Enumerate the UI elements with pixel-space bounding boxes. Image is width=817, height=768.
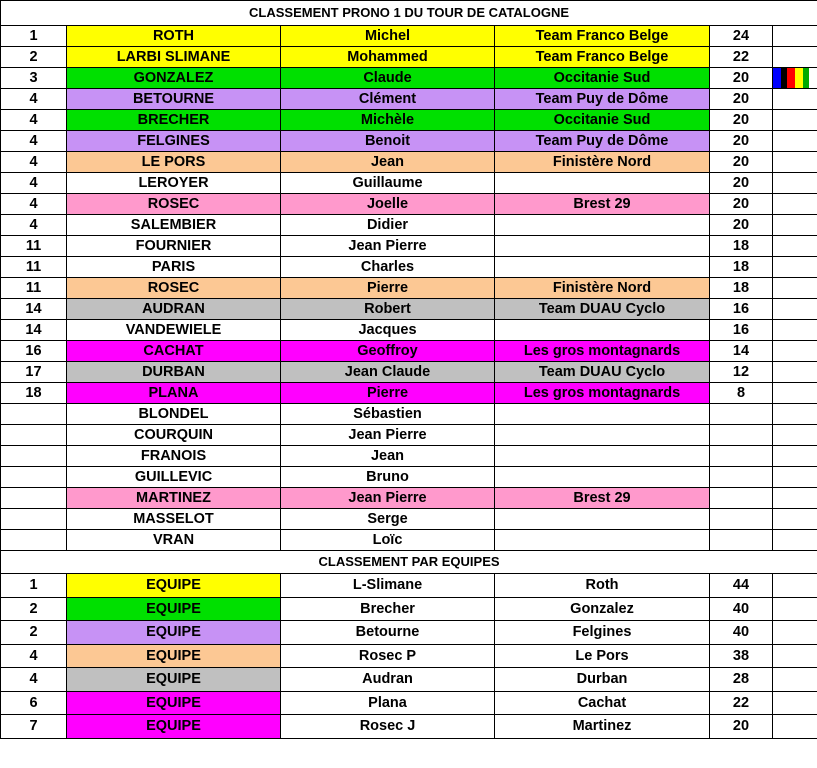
extra-cell[interactable] [773,467,817,488]
team-rank-cell[interactable]: 4 [1,668,67,692]
last-name-cell[interactable]: BETOURNE [67,89,281,110]
last-name-cell[interactable]: VRAN [67,530,281,551]
extra-cell[interactable] [773,425,817,446]
extra-cell[interactable] [773,691,817,715]
extra-cell[interactable] [773,644,817,668]
team-member1-cell[interactable]: Brecher [281,597,495,621]
rank-cell[interactable]: 14 [1,299,67,320]
team-row [1,574,817,598]
extra-cell[interactable] [773,404,817,425]
points-cell[interactable] [710,530,773,551]
last-name-cell[interactable]: COURQUIN [67,425,281,446]
extra-cell[interactable] [773,597,817,621]
last-name-cell[interactable]: LARBI SLIMANE [67,47,281,68]
team-member2-cell[interactable]: Roth [495,574,710,598]
team-points-cell[interactable]: 38 [710,644,773,668]
team-cell[interactable]: Brest 29 [495,488,710,509]
rank-cell[interactable]: 1 [1,26,67,47]
extra-cell[interactable] [773,110,817,131]
team-points-cell[interactable]: 40 [710,597,773,621]
first-name-cell[interactable]: Michèle [281,110,495,131]
last-name-cell[interactable]: PARIS [67,257,281,278]
points-cell[interactable]: 16 [710,320,773,341]
rider-row [1,320,817,341]
rank-cell[interactable]: 4 [1,194,67,215]
team-cell[interactable] [495,215,710,236]
rank-cell[interactable]: 17 [1,362,67,383]
last-name-cell[interactable]: AUDRAN [67,299,281,320]
rider-row [1,110,817,131]
last-name-cell[interactable]: PLANA [67,383,281,404]
rider-row [1,299,817,320]
first-name-cell[interactable]: Jean Pierre [281,488,495,509]
points-cell[interactable] [710,404,773,425]
rider-row [1,215,817,236]
first-name-cell[interactable]: Jean [281,152,495,173]
team-label-cell[interactable]: EQUIPE [67,668,281,692]
last-name-cell[interactable]: CACHAT [67,341,281,362]
extra-cell[interactable] [773,47,817,68]
team-cell[interactable] [495,236,710,257]
team-cell[interactable]: Team DUAU Cyclo [495,299,710,320]
first-name-cell[interactable]: Clément [281,89,495,110]
team-cell[interactable]: Les gros montagnards [495,341,710,362]
rank-cell[interactable]: 18 [1,383,67,404]
team-cell[interactable] [495,404,710,425]
teams-title-row [1,551,817,574]
points-cell[interactable]: 20 [710,173,773,194]
rider-row [1,89,817,110]
first-name-cell[interactable]: Jean Pierre [281,236,495,257]
points-cell[interactable] [710,509,773,530]
points-cell[interactable] [710,446,773,467]
points-cell[interactable]: 20 [710,131,773,152]
first-name-cell[interactable]: Serge [281,509,495,530]
team-member2-cell[interactable]: Le Pors [495,644,710,668]
extra-cell[interactable] [773,278,817,299]
extra-cell[interactable] [773,383,817,404]
points-cell[interactable] [710,467,773,488]
extra-cell[interactable] [773,668,817,692]
last-name-cell[interactable]: MASSELOT [67,509,281,530]
last-name-cell[interactable]: LEROYER [67,173,281,194]
team-cell[interactable]: Les gros montagnards [495,383,710,404]
rider-row [1,404,817,425]
rank-cell[interactable] [1,467,67,488]
points-cell[interactable]: 8 [710,383,773,404]
rider-row [1,194,817,215]
title-row [1,1,817,26]
team-label-cell[interactable]: EQUIPE [67,621,281,645]
rank-cell[interactable] [1,404,67,425]
rider-row [1,509,817,530]
first-name-cell[interactable]: Jacques [281,320,495,341]
rank-cell[interactable] [1,446,67,467]
points-cell[interactable]: 18 [710,257,773,278]
last-name-cell[interactable]: SALEMBIER [67,215,281,236]
rank-cell[interactable] [1,488,67,509]
team-cell[interactable]: Team Puy de Dôme [495,131,710,152]
team-points-cell[interactable]: 22 [710,691,773,715]
last-name-cell[interactable]: BRECHER [67,110,281,131]
extra-cell[interactable] [773,89,817,110]
extra-cell[interactable] [773,530,817,551]
team-row [1,597,817,621]
team-cell[interactable] [495,320,710,341]
first-name-cell[interactable]: Claude [281,68,495,89]
rider-row [1,68,817,89]
team-cell[interactable]: Team DUAU Cyclo [495,362,710,383]
team-cell[interactable]: Brest 29 [495,194,710,215]
last-name-cell[interactable]: FELGINES [67,131,281,152]
points-cell[interactable]: 18 [710,278,773,299]
extra-cell[interactable] [773,715,817,739]
team-label-cell[interactable]: EQUIPE [67,597,281,621]
points-cell[interactable]: 20 [710,89,773,110]
rank-cell[interactable]: 16 [1,341,67,362]
extra-cell[interactable] [773,236,817,257]
rider-row [1,26,817,47]
last-name-cell[interactable]: ROTH [67,26,281,47]
points-cell[interactable]: 12 [710,362,773,383]
team-points-cell[interactable]: 28 [710,668,773,692]
points-cell[interactable]: 24 [710,26,773,47]
flag-stripe [773,68,781,88]
team-cell[interactable] [495,530,710,551]
team-cell[interactable]: Finistère Nord [495,278,710,299]
extra-cell[interactable] [773,621,817,645]
team-rank-cell[interactable]: 1 [1,574,67,598]
extra-cell[interactable] [773,488,817,509]
extra-cell[interactable] [773,299,817,320]
sheet-title[interactable]: CLASSEMENT PRONO 1 DU TOUR DE CATALOGNE [1,1,817,26]
extra-cell[interactable] [773,362,817,383]
last-name-cell[interactable]: LE PORS [67,152,281,173]
points-cell[interactable] [710,488,773,509]
rider-row [1,383,817,404]
team-points-cell[interactable]: 40 [710,621,773,645]
team-member2-cell[interactable]: Martinez [495,715,710,739]
team-cell[interactable] [495,446,710,467]
points-cell[interactable] [710,425,773,446]
team-cell[interactable] [495,173,710,194]
last-name-cell[interactable]: GUILLEVIC [67,467,281,488]
rider-row [1,236,817,257]
team-cell[interactable] [495,509,710,530]
team-member2-cell[interactable]: Felgines [495,621,710,645]
team-rank-cell[interactable]: 6 [1,691,67,715]
extra-cell[interactable] [773,341,817,362]
team-cell[interactable] [495,425,710,446]
last-name-cell[interactable]: ROSEC [67,194,281,215]
first-name-cell[interactable]: Pierre [281,383,495,404]
team-label-cell[interactable]: EQUIPE [67,715,281,739]
extra-cell[interactable] [773,320,817,341]
last-name-cell[interactable]: FOURNIER [67,236,281,257]
team-points-cell[interactable]: 44 [710,574,773,598]
rider-row [1,131,817,152]
rider-row [1,173,817,194]
first-name-cell[interactable]: Bruno [281,467,495,488]
points-cell[interactable]: 20 [710,110,773,131]
rank-cell[interactable]: 4 [1,131,67,152]
team-points-cell[interactable]: 20 [710,715,773,739]
first-name-cell[interactable]: Guillaume [281,173,495,194]
first-name-cell[interactable]: Robert [281,299,495,320]
team-row [1,644,817,668]
points-cell[interactable]: 22 [710,47,773,68]
rider-row [1,257,817,278]
first-name-cell[interactable]: Jean [281,446,495,467]
rider-row [1,488,817,509]
rider-row [1,446,817,467]
last-name-cell[interactable]: BLONDEL [67,404,281,425]
first-name-cell[interactable]: Loïc [281,530,495,551]
extra-cell[interactable] [773,68,817,89]
flag-stripe [795,68,803,88]
rank-cell[interactable]: 11 [1,236,67,257]
team-cell[interactable]: Team Franco Belge [495,47,710,68]
flag-stripe [787,68,795,88]
team-cell[interactable] [495,467,710,488]
points-cell[interactable]: 20 [710,152,773,173]
rank-cell[interactable]: 11 [1,257,67,278]
extra-cell[interactable] [773,257,817,278]
rider-row [1,467,817,488]
rider-row [1,341,817,362]
first-name-cell[interactable]: Pierre [281,278,495,299]
rider-row [1,152,817,173]
team-cell[interactable] [495,257,710,278]
first-name-cell[interactable]: Didier [281,215,495,236]
extra-cell[interactable] [773,152,817,173]
last-name-cell[interactable]: VANDEWIELE [67,320,281,341]
team-label-cell[interactable]: EQUIPE [67,691,281,715]
team-member2-cell[interactable]: Durban [495,668,710,692]
rank-cell[interactable]: 14 [1,320,67,341]
extra-cell[interactable] [773,173,817,194]
team-cell[interactable]: Team Franco Belge [495,26,710,47]
team-rank-cell[interactable]: 2 [1,597,67,621]
extra-cell[interactable] [773,509,817,530]
team-rank-cell[interactable]: 7 [1,715,67,739]
points-cell[interactable]: 20 [710,194,773,215]
flag-icon [773,68,813,88]
extra-cell[interactable] [773,131,817,152]
team-member2-cell[interactable]: Gonzalez [495,597,710,621]
extra-cell[interactable] [773,26,817,47]
team-member1-cell[interactable]: Betourne [281,621,495,645]
last-name-cell[interactable]: GONZALEZ [67,68,281,89]
first-name-cell[interactable]: Jean Pierre [281,425,495,446]
points-cell[interactable]: 20 [710,215,773,236]
team-rank-cell[interactable]: 2 [1,621,67,645]
first-name-cell[interactable]: Sébastien [281,404,495,425]
points-cell[interactable]: 20 [710,68,773,89]
first-name-cell[interactable]: Benoit [281,131,495,152]
team-label-cell[interactable]: EQUIPE [67,644,281,668]
team-row [1,668,817,692]
team-member1-cell[interactable]: L-Slimane [281,574,495,598]
rank-cell[interactable]: 4 [1,110,67,131]
extra-cell[interactable] [773,215,817,236]
team-member1-cell[interactable]: Plana [281,691,495,715]
team-rank-cell[interactable]: 4 [1,644,67,668]
team-row [1,621,817,645]
team-row [1,691,817,715]
first-name-cell[interactable]: Mohammed [281,47,495,68]
rank-cell[interactable]: 4 [1,215,67,236]
rank-cell[interactable]: 4 [1,152,67,173]
team-cell[interactable]: Finistère Nord [495,152,710,173]
first-name-cell[interactable]: Michel [281,26,495,47]
first-name-cell[interactable]: Joelle [281,194,495,215]
extra-cell[interactable] [773,446,817,467]
rider-row [1,530,817,551]
rider-row [1,425,817,446]
extra-cell[interactable] [773,574,817,598]
rank-cell[interactable]: 11 [1,278,67,299]
team-label-cell[interactable]: EQUIPE [67,574,281,598]
team-cell[interactable]: Team Puy de Dôme [495,89,710,110]
last-name-cell[interactable]: ROSEC [67,278,281,299]
first-name-cell[interactable]: Charles [281,257,495,278]
rank-cell[interactable] [1,530,67,551]
first-name-cell[interactable]: Jean Claude [281,362,495,383]
rank-cell[interactable]: 4 [1,89,67,110]
last-name-cell[interactable]: DURBAN [67,362,281,383]
rank-cell[interactable] [1,425,67,446]
rank-cell[interactable]: 3 [1,68,67,89]
last-name-cell[interactable]: MARTINEZ [67,488,281,509]
flag-stripe [803,68,809,88]
rider-row [1,278,817,299]
team-member1-cell[interactable]: Rosec P [281,644,495,668]
team-cell[interactable]: Occitanie Sud [495,110,710,131]
points-cell[interactable]: 18 [710,236,773,257]
teams-title[interactable]: CLASSEMENT PAR EQUIPES [1,551,817,574]
extra-cell[interactable] [773,194,817,215]
points-cell[interactable]: 16 [710,299,773,320]
last-name-cell[interactable]: FRANOIS [67,446,281,467]
rank-cell[interactable] [1,509,67,530]
rider-row [1,47,817,68]
rank-cell[interactable]: 4 [1,173,67,194]
team-member2-cell[interactable]: Cachat [495,691,710,715]
points-cell[interactable]: 14 [710,341,773,362]
team-cell[interactable]: Occitanie Sud [495,68,710,89]
rank-cell[interactable]: 2 [1,47,67,68]
rider-row [1,362,817,383]
first-name-cell[interactable]: Geoffroy [281,341,495,362]
team-row [1,715,817,739]
team-member1-cell[interactable]: Audran [281,668,495,692]
team-member1-cell[interactable]: Rosec J [281,715,495,739]
